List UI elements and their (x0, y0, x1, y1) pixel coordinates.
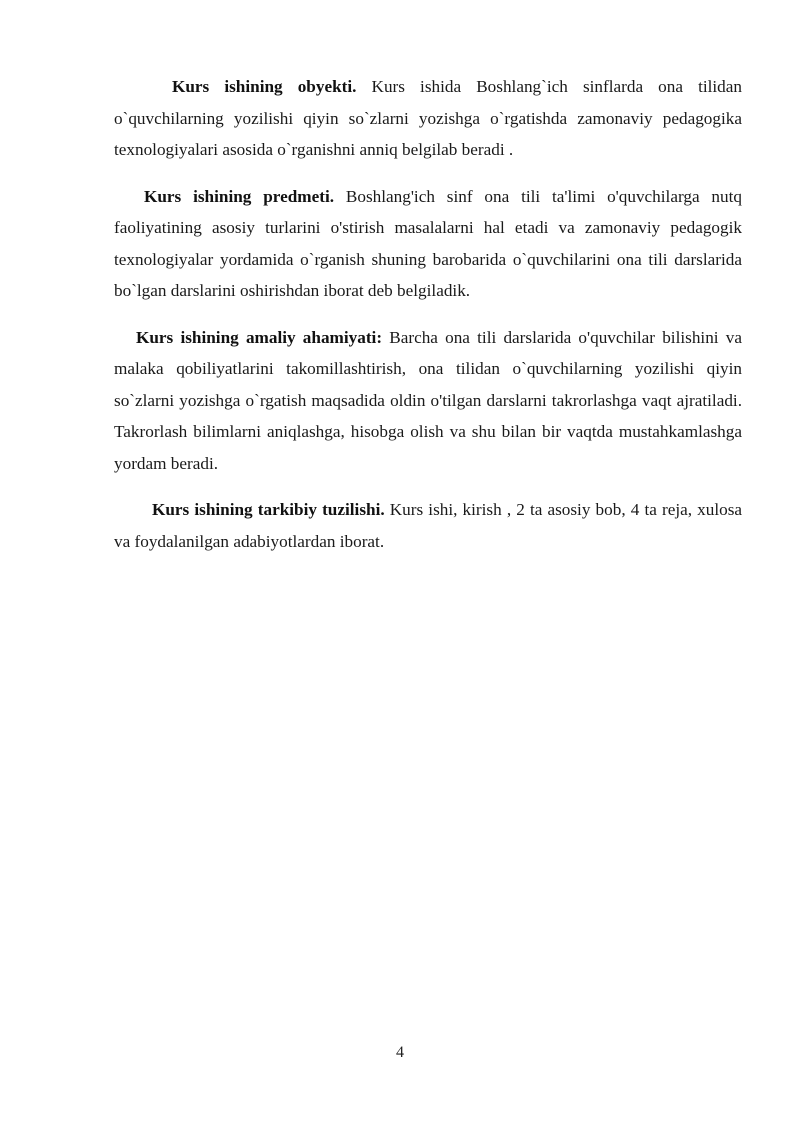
paragraph-heading: Kurs ishining predmeti. (144, 186, 335, 206)
paragraph-text: Boshlang'ich sinf ona tili ta'limi o'quvchilarga nutq faoliyatining asosiy turlarini o'stirish masalalarni hal etadi va zamonaviy pedagogik texnologiyalar yordamida o`rganish shuning barobarida o`quvchilarini ona tili darslarida bo`lgan darslarini oshirishdan iborat deb belgiladik. (114, 186, 742, 300)
paragraph-text: Kurs ishida Boshlang`ich sinflarda ona tilidan o`quvchilarning yozilishi qiyin so`zlarni yozishga o`rgatishda zamonaviy pedagogika texnologiyalari asosida o`rganishni anniq belgilab beradi . (114, 77, 742, 159)
page-number: 4 (396, 1044, 404, 1061)
paragraph-structure (114, 494, 742, 557)
paragraph-heading: Kurs ishining tarkibiy tuzilishi. (152, 500, 385, 519)
paragraph-text: Kurs ishi, kirish , 2 ta asosiy bob, 4 ta reja, xulosa va foydalanilgan adabiyotlardan iborat. (114, 500, 743, 551)
paragraph-practical-significance (114, 322, 742, 480)
document-body (114, 71, 742, 557)
paragraph-object (114, 71, 742, 166)
paragraph-subject (114, 181, 742, 307)
paragraph-heading: Kurs ishining amaliy ahamiyati: (136, 327, 383, 347)
paragraph-text: Barcha ona tili darslarida o'quvchilar bilishini va malaka qobiliyatlarini takomillashtirish, ona tilidan o`quvchilarning yozilishi qiyin so`zlarni yozishga o`rgatish maqsadida oldin o'tilgan darslarni takrorlashga vaqt ajratiladi. Takrorlash bilimlarni aniqlashga, hisobga olish va shu bilan bir vaqtda mustahkamlashga yordam beradi. (114, 327, 742, 473)
paragraph-heading: Kurs ishining obyekti. (172, 77, 357, 96)
